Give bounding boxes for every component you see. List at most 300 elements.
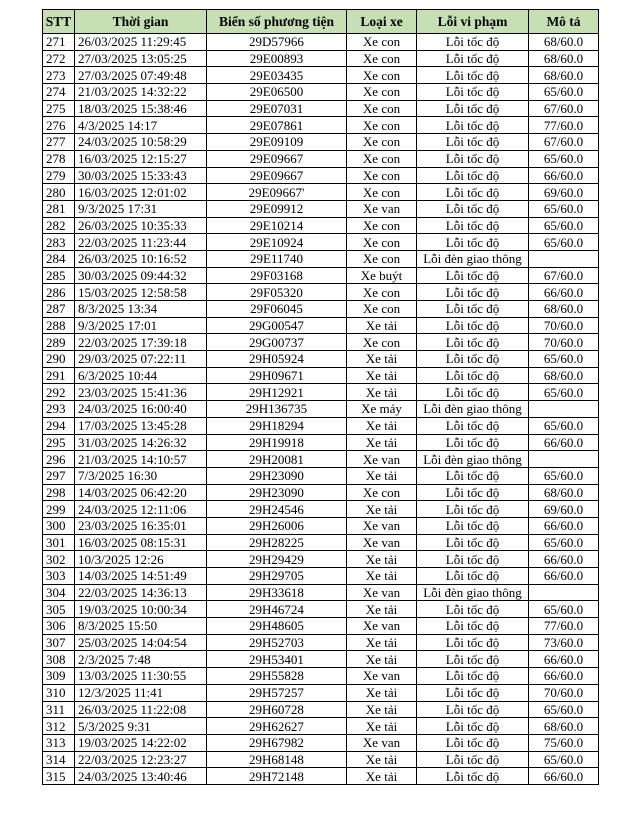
cell-time: 27/03/2025 13:05:25 xyxy=(75,50,207,67)
cell-vehicle-type: Xe tải xyxy=(347,417,417,434)
cell-vehicle-type: Xe tải xyxy=(347,701,417,718)
cell-vehicle-type: Xe van xyxy=(347,584,417,601)
cell-plate: 29E06500 xyxy=(207,84,347,101)
table-row xyxy=(43,267,599,284)
cell-stt: 279 xyxy=(43,167,75,184)
cell-stt: 285 xyxy=(43,267,75,284)
cell-violation: Lỗi tốc độ xyxy=(417,217,529,234)
table-row xyxy=(43,668,599,685)
cell-description: 68/60.0 xyxy=(529,34,599,51)
cell-violation: Lỗi tốc độ xyxy=(417,100,529,117)
cell-violation: Lỗi tốc độ xyxy=(417,117,529,134)
cell-plate: 29E11740 xyxy=(207,250,347,267)
cell-plate: 29E07861 xyxy=(207,117,347,134)
cell-violation: Lỗi tốc độ xyxy=(417,467,529,484)
cell-time: 7/3/2025 16:30 xyxy=(75,467,207,484)
cell-description: 68/60.0 xyxy=(529,484,599,501)
cell-description: 70/60.0 xyxy=(529,684,599,701)
cell-stt: 273 xyxy=(43,67,75,84)
table-row xyxy=(43,467,599,484)
cell-vehicle-type: Xe tải xyxy=(347,751,417,768)
table-row xyxy=(43,751,599,768)
cell-plate: 29H18294 xyxy=(207,417,347,434)
cell-stt: 271 xyxy=(43,34,75,51)
cell-violation: Lỗi tốc độ xyxy=(417,67,529,84)
cell-stt: 309 xyxy=(43,668,75,685)
cell-description: 68/60.0 xyxy=(529,718,599,735)
cell-plate: 29H67982 xyxy=(207,734,347,751)
cell-stt: 291 xyxy=(43,367,75,384)
cell-stt: 310 xyxy=(43,684,75,701)
cell-time: 6/3/2025 10:44 xyxy=(75,367,207,384)
cell-time: 30/03/2025 09:44:32 xyxy=(75,267,207,284)
cell-time: 26/03/2025 10:16:52 xyxy=(75,250,207,267)
table-row xyxy=(43,451,599,468)
cell-plate: 29H46724 xyxy=(207,601,347,618)
cell-stt: 296 xyxy=(43,451,75,468)
cell-violation: Lỗi tốc độ xyxy=(417,200,529,217)
cell-time: 30/03/2025 15:33:43 xyxy=(75,167,207,184)
cell-description: 66/60.0 xyxy=(529,167,599,184)
cell-time: 2/3/2025 7:48 xyxy=(75,651,207,668)
header-vehicle-type: Loại xe xyxy=(347,10,417,34)
cell-vehicle-type: Xe tải xyxy=(347,351,417,368)
cell-vehicle-type: Xe con xyxy=(347,301,417,318)
table-row xyxy=(43,734,599,751)
cell-plate: 29H33618 xyxy=(207,584,347,601)
cell-time: 19/03/2025 10:00:34 xyxy=(75,601,207,618)
cell-description: 66/60.0 xyxy=(529,651,599,668)
cell-stt: 302 xyxy=(43,551,75,568)
cell-stt: 278 xyxy=(43,150,75,167)
cell-plate: 29G00547 xyxy=(207,317,347,334)
cell-stt: 298 xyxy=(43,484,75,501)
cell-plate: 29E09667 xyxy=(207,167,347,184)
cell-time: 26/03/2025 11:29:45 xyxy=(75,34,207,51)
cell-plate: 29E03435 xyxy=(207,67,347,84)
cell-plate: 29H29705 xyxy=(207,568,347,585)
cell-vehicle-type: Xe con xyxy=(347,100,417,117)
cell-description: 65/60.0 xyxy=(529,84,599,101)
table-row xyxy=(43,434,599,451)
cell-stt: 303 xyxy=(43,568,75,585)
cell-vehicle-type: Xe tải xyxy=(347,501,417,518)
cell-stt: 275 xyxy=(43,100,75,117)
cell-time: 16/03/2025 12:15:27 xyxy=(75,150,207,167)
cell-description: 65/60.0 xyxy=(529,417,599,434)
cell-vehicle-type: Xe buýt xyxy=(347,267,417,284)
cell-stt: 284 xyxy=(43,250,75,267)
cell-violation: Lỗi tốc độ xyxy=(417,734,529,751)
cell-violation: Lỗi tốc độ xyxy=(417,150,529,167)
cell-plate: 29H26006 xyxy=(207,517,347,534)
cell-description: 65/60.0 xyxy=(529,234,599,251)
cell-violation: Lỗi tốc độ xyxy=(417,484,529,501)
cell-time: 22/03/2025 11:23:44 xyxy=(75,234,207,251)
cell-violation: Lỗi tốc độ xyxy=(417,84,529,101)
cell-plate: 29E09109 xyxy=(207,134,347,151)
cell-violation: Lỗi tốc độ xyxy=(417,751,529,768)
cell-time: 22/03/2025 17:39:18 xyxy=(75,334,207,351)
cell-description: 65/60.0 xyxy=(529,200,599,217)
cell-plate: 29H29429 xyxy=(207,551,347,568)
cell-description: 65/60.0 xyxy=(529,150,599,167)
cell-vehicle-type: Xe tải xyxy=(347,317,417,334)
cell-description: 70/60.0 xyxy=(529,317,599,334)
cell-description: 68/60.0 xyxy=(529,367,599,384)
table-header xyxy=(43,10,599,34)
cell-description: 75/60.0 xyxy=(529,734,599,751)
cell-vehicle-type: Xe con xyxy=(347,50,417,67)
cell-violation: Lỗi tốc độ xyxy=(417,701,529,718)
cell-stt: 286 xyxy=(43,284,75,301)
cell-time: 4/3/2025 14:17 xyxy=(75,117,207,134)
cell-description: 66/60.0 xyxy=(529,284,599,301)
cell-description: 67/60.0 xyxy=(529,134,599,151)
header-description: Mô tả xyxy=(529,10,599,34)
cell-vehicle-type: Xe con xyxy=(347,167,417,184)
cell-time: 14/03/2025 14:51:49 xyxy=(75,568,207,585)
cell-vehicle-type: Xe van xyxy=(347,734,417,751)
cell-vehicle-type: Xe van xyxy=(347,618,417,635)
cell-violation: Lỗi đèn giao thông xyxy=(417,250,529,267)
cell-vehicle-type: Xe con xyxy=(347,117,417,134)
cell-violation: Lỗi tốc độ xyxy=(417,234,529,251)
cell-time: 8/3/2025 13:34 xyxy=(75,301,207,318)
cell-stt: 288 xyxy=(43,317,75,334)
cell-violation: Lỗi tốc độ xyxy=(417,50,529,67)
cell-time: 23/03/2025 15:41:36 xyxy=(75,384,207,401)
cell-description: 65/60.0 xyxy=(529,217,599,234)
cell-violation: Lỗi tốc độ xyxy=(417,334,529,351)
violations-sheet xyxy=(42,9,599,785)
cell-description: 67/60.0 xyxy=(529,100,599,117)
cell-stt: 283 xyxy=(43,234,75,251)
cell-plate: 29E00893 xyxy=(207,50,347,67)
cell-vehicle-type: Xe con xyxy=(347,334,417,351)
cell-violation: Lỗi tốc độ xyxy=(417,34,529,51)
cell-vehicle-type: Xe tải xyxy=(347,651,417,668)
cell-time: 9/3/2025 17:31 xyxy=(75,200,207,217)
cell-description: 73/60.0 xyxy=(529,634,599,651)
cell-stt: 276 xyxy=(43,117,75,134)
cell-description: 66/60.0 xyxy=(529,434,599,451)
cell-vehicle-type: Xe máy xyxy=(347,401,417,418)
cell-violation: Lỗi tốc độ xyxy=(417,367,529,384)
cell-vehicle-type: Xe tải xyxy=(347,367,417,384)
cell-vehicle-type: Xe con xyxy=(347,484,417,501)
table-row xyxy=(43,200,599,217)
cell-vehicle-type: Xe con xyxy=(347,184,417,201)
cell-plate: 29F05320 xyxy=(207,284,347,301)
header-plate: Biển số phương tiện xyxy=(207,10,347,34)
cell-plate: 29H23090 xyxy=(207,484,347,501)
cell-violation: Lỗi tốc độ xyxy=(417,417,529,434)
cell-plate: 29G00737 xyxy=(207,334,347,351)
cell-time: 19/03/2025 14:22:02 xyxy=(75,734,207,751)
cell-stt: 300 xyxy=(43,517,75,534)
cell-vehicle-type: Xe van xyxy=(347,534,417,551)
cell-violation: Lỗi tốc độ xyxy=(417,618,529,635)
table-row xyxy=(43,150,599,167)
cell-violation: Lỗi tốc độ xyxy=(417,434,529,451)
table-row xyxy=(43,234,599,251)
cell-violation: Lỗi tốc độ xyxy=(417,134,529,151)
cell-description: 69/60.0 xyxy=(529,501,599,518)
header-time: Thời gian xyxy=(75,10,207,34)
cell-description: 65/60.0 xyxy=(529,751,599,768)
cell-plate: 29H53401 xyxy=(207,651,347,668)
cell-time: 26/03/2025 10:35:33 xyxy=(75,217,207,234)
cell-vehicle-type: Xe con xyxy=(347,150,417,167)
cell-stt: 297 xyxy=(43,467,75,484)
cell-violation: Lỗi tốc độ xyxy=(417,384,529,401)
cell-time: 15/03/2025 12:58:58 xyxy=(75,284,207,301)
cell-plate: 29H57257 xyxy=(207,684,347,701)
table-row xyxy=(43,401,599,418)
cell-stt: 306 xyxy=(43,618,75,635)
cell-time: 22/03/2025 14:36:13 xyxy=(75,584,207,601)
cell-time: 21/03/2025 14:10:57 xyxy=(75,451,207,468)
cell-plate: 29E10214 xyxy=(207,217,347,234)
cell-description: 66/60.0 xyxy=(529,551,599,568)
cell-stt: 307 xyxy=(43,634,75,651)
cell-violation: Lỗi tốc độ xyxy=(417,684,529,701)
cell-violation: Lỗi tốc độ xyxy=(417,718,529,735)
table-row xyxy=(43,100,599,117)
cell-plate: 29H20081 xyxy=(207,451,347,468)
cell-vehicle-type: Xe tải xyxy=(347,434,417,451)
cell-stt: 292 xyxy=(43,384,75,401)
cell-violation: Lỗi tốc độ xyxy=(417,317,529,334)
cell-vehicle-type: Xe con xyxy=(347,67,417,84)
cell-stt: 272 xyxy=(43,50,75,67)
table-row xyxy=(43,651,599,668)
cell-plate: 29H28225 xyxy=(207,534,347,551)
cell-stt: 295 xyxy=(43,434,75,451)
table-body xyxy=(43,34,599,785)
cell-time: 16/03/2025 08:15:31 xyxy=(75,534,207,551)
cell-stt: 280 xyxy=(43,184,75,201)
cell-description: 65/60.0 xyxy=(529,601,599,618)
cell-plate: 29H55828 xyxy=(207,668,347,685)
cell-stt: 290 xyxy=(43,351,75,368)
cell-plate: 29H62627 xyxy=(207,718,347,735)
table-row xyxy=(43,601,599,618)
cell-stt: 293 xyxy=(43,401,75,418)
cell-vehicle-type: Xe con xyxy=(347,284,417,301)
cell-vehicle-type: Xe con xyxy=(347,250,417,267)
cell-description: 65/60.0 xyxy=(529,467,599,484)
cell-description: 65/60.0 xyxy=(529,534,599,551)
cell-plate: 29E10924 xyxy=(207,234,347,251)
cell-violation: Lỗi tốc độ xyxy=(417,501,529,518)
table-row xyxy=(43,184,599,201)
table-row xyxy=(43,67,599,84)
cell-vehicle-type: Xe tải xyxy=(347,768,417,785)
cell-stt: 312 xyxy=(43,718,75,735)
cell-vehicle-type: Xe tải xyxy=(347,467,417,484)
violations-table xyxy=(42,9,599,785)
cell-vehicle-type: Xe con xyxy=(347,34,417,51)
cell-description: 70/60.0 xyxy=(529,334,599,351)
cell-time: 14/03/2025 06:42:20 xyxy=(75,484,207,501)
header-violation: Lỗi vi phạm xyxy=(417,10,529,34)
header-stt: STT xyxy=(43,10,75,34)
cell-plate: 29E09667 xyxy=(207,150,347,167)
cell-time: 10/3/2025 12:26 xyxy=(75,551,207,568)
cell-description: 68/60.0 xyxy=(529,301,599,318)
cell-time: 26/03/2025 11:22:08 xyxy=(75,701,207,718)
table-row xyxy=(43,417,599,434)
cell-violation: Lỗi đèn giao thông xyxy=(417,451,529,468)
cell-description: 77/60.0 xyxy=(529,618,599,635)
cell-violation: Lỗi tốc độ xyxy=(417,768,529,785)
cell-plate: 29H12921 xyxy=(207,384,347,401)
cell-vehicle-type: Xe con xyxy=(347,134,417,151)
table-row xyxy=(43,517,599,534)
cell-time: 27/03/2025 07:49:48 xyxy=(75,67,207,84)
cell-vehicle-type: Xe tải xyxy=(347,684,417,701)
cell-violation: Lỗi tốc độ xyxy=(417,551,529,568)
cell-plate: 29H19918 xyxy=(207,434,347,451)
cell-violation: Lỗi đèn giao thông xyxy=(417,401,529,418)
cell-plate: 29E09667' xyxy=(207,184,347,201)
cell-time: 18/03/2025 15:38:46 xyxy=(75,100,207,117)
cell-plate: 29H72148 xyxy=(207,768,347,785)
cell-stt: 313 xyxy=(43,734,75,751)
table-row xyxy=(43,351,599,368)
cell-description: 65/60.0 xyxy=(529,701,599,718)
cell-time: 22/03/2025 12:23:27 xyxy=(75,751,207,768)
cell-time: 31/03/2025 14:26:32 xyxy=(75,434,207,451)
cell-violation: Lỗi tốc độ xyxy=(417,651,529,668)
cell-violation: Lỗi tốc độ xyxy=(417,184,529,201)
table-row xyxy=(43,250,599,267)
cell-violation: Lỗi tốc độ xyxy=(417,351,529,368)
cell-plate: 29H05924 xyxy=(207,351,347,368)
cell-violation: Lỗi đèn giao thông xyxy=(417,584,529,601)
cell-violation: Lỗi tốc độ xyxy=(417,668,529,685)
table-row xyxy=(43,701,599,718)
cell-description xyxy=(529,451,599,468)
cell-violation: Lỗi tốc độ xyxy=(417,284,529,301)
cell-stt: 301 xyxy=(43,534,75,551)
cell-plate: 29H23090 xyxy=(207,467,347,484)
cell-plate: 29H60728 xyxy=(207,701,347,718)
cell-stt: 299 xyxy=(43,501,75,518)
cell-stt: 294 xyxy=(43,417,75,434)
table-row xyxy=(43,551,599,568)
table-row xyxy=(43,84,599,101)
cell-violation: Lỗi tốc độ xyxy=(417,267,529,284)
table-row xyxy=(43,384,599,401)
cell-vehicle-type: Xe tải xyxy=(347,384,417,401)
cell-stt: 274 xyxy=(43,84,75,101)
header-row xyxy=(43,10,599,34)
cell-violation: Lỗi tốc độ xyxy=(417,301,529,318)
cell-description: 66/60.0 xyxy=(529,668,599,685)
table-row xyxy=(43,634,599,651)
cell-stt: 289 xyxy=(43,334,75,351)
cell-stt: 308 xyxy=(43,651,75,668)
cell-violation: Lỗi tốc độ xyxy=(417,601,529,618)
cell-plate: 29D57966 xyxy=(207,34,347,51)
cell-plate: 29E07031 xyxy=(207,100,347,117)
cell-description: 69/60.0 xyxy=(529,184,599,201)
cell-time: 24/03/2025 12:11:06 xyxy=(75,501,207,518)
cell-violation: Lỗi tốc độ xyxy=(417,634,529,651)
table-row xyxy=(43,50,599,67)
cell-vehicle-type: Xe con xyxy=(347,84,417,101)
cell-stt: 304 xyxy=(43,584,75,601)
cell-plate: 29H136735 xyxy=(207,401,347,418)
cell-plate: 29H52703 xyxy=(207,634,347,651)
cell-description: 65/60.0 xyxy=(529,351,599,368)
cell-stt: 311 xyxy=(43,701,75,718)
table-row xyxy=(43,768,599,785)
cell-plate: 29F06045 xyxy=(207,301,347,318)
cell-description xyxy=(529,250,599,267)
cell-description: 67/60.0 xyxy=(529,267,599,284)
cell-vehicle-type: Xe van xyxy=(347,200,417,217)
table-row xyxy=(43,217,599,234)
cell-plate: 29H48605 xyxy=(207,618,347,635)
cell-violation: Lỗi tốc độ xyxy=(417,167,529,184)
cell-violation: Lỗi tốc độ xyxy=(417,534,529,551)
cell-plate: 29H24546 xyxy=(207,501,347,518)
cell-time: 9/3/2025 17:01 xyxy=(75,317,207,334)
cell-stt: 314 xyxy=(43,751,75,768)
cell-description: 66/60.0 xyxy=(529,568,599,585)
cell-time: 21/03/2025 14:32:22 xyxy=(75,84,207,101)
table-row xyxy=(43,484,599,501)
cell-stt: 281 xyxy=(43,200,75,217)
cell-vehicle-type: Xe con xyxy=(347,217,417,234)
table-row xyxy=(43,301,599,318)
table-row xyxy=(43,117,599,134)
table-row xyxy=(43,568,599,585)
cell-description: 65/60.0 xyxy=(529,384,599,401)
cell-time: 13/03/2025 11:30:55 xyxy=(75,668,207,685)
cell-time: 12/3/2025 11:41 xyxy=(75,684,207,701)
cell-plate: 29F03168 xyxy=(207,267,347,284)
cell-vehicle-type: Xe van xyxy=(347,451,417,468)
table-row xyxy=(43,618,599,635)
cell-stt: 305 xyxy=(43,601,75,618)
cell-time: 24/03/2025 16:00:40 xyxy=(75,401,207,418)
cell-stt: 315 xyxy=(43,768,75,785)
cell-vehicle-type: Xe con xyxy=(347,234,417,251)
cell-plate: 29H68148 xyxy=(207,751,347,768)
cell-vehicle-type: Xe tải xyxy=(347,601,417,618)
table-row xyxy=(43,167,599,184)
cell-time: 24/03/2025 10:58:29 xyxy=(75,134,207,151)
cell-vehicle-type: Xe tải xyxy=(347,634,417,651)
cell-description xyxy=(529,401,599,418)
table-row xyxy=(43,284,599,301)
cell-vehicle-type: Xe tải xyxy=(347,718,417,735)
cell-description: 77/60.0 xyxy=(529,117,599,134)
cell-time: 17/03/2025 13:45:28 xyxy=(75,417,207,434)
cell-description: 66/60.0 xyxy=(529,768,599,785)
table-row xyxy=(43,584,599,601)
table-row xyxy=(43,684,599,701)
cell-vehicle-type: Xe tải xyxy=(347,568,417,585)
table-row xyxy=(43,501,599,518)
cell-description: 68/60.0 xyxy=(529,67,599,84)
cell-time: 25/03/2025 14:04:54 xyxy=(75,634,207,651)
